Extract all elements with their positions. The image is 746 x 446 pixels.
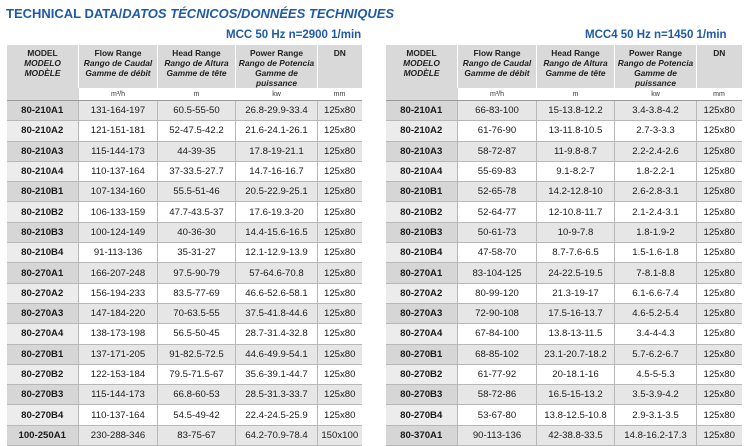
table-row xyxy=(7,182,362,202)
cell-head-range: 70-63.5-55 xyxy=(158,303,236,323)
cell-model: 100-250A1 xyxy=(7,425,79,445)
cell-model: 80-210A3 xyxy=(7,141,79,161)
cell-power-range: 14.8-16.2-17.3 xyxy=(615,425,697,445)
cell-head-range: 40-36-30 xyxy=(158,222,236,242)
header-power-range: Power Range Rango de Potencia Gamme de puissance xyxy=(615,45,697,88)
cell-power-range: 37.5-41.8-44.6 xyxy=(236,303,318,323)
table-row xyxy=(7,202,362,222)
cell-head-range: 91-82.5-72.5 xyxy=(158,344,236,364)
cell-flow-range: 53-67-80 xyxy=(458,405,537,425)
cell-power-range: 7-8.1-8.8 xyxy=(615,263,697,283)
cell-flow-range: 61-76-90 xyxy=(458,121,537,141)
cell-flow-range: 58-72-87 xyxy=(458,141,537,161)
table-row xyxy=(386,243,742,263)
cell-flow-range: 52-65-78 xyxy=(458,182,537,202)
cell-head-range: 14.2-12.8-10 xyxy=(537,182,615,202)
unit-model xyxy=(7,88,79,101)
cell-power-range: 6.1-6.6-7.4 xyxy=(615,283,697,303)
cell-flow-range: 58-72-86 xyxy=(458,385,537,405)
cell-head-range: 13.8-13-11.5 xyxy=(537,324,615,344)
cell-dn: 125x80 xyxy=(318,385,362,405)
page-title xyxy=(6,6,394,21)
unit-flow: m³/h xyxy=(79,88,158,101)
cell-model: 80-210B1 xyxy=(7,182,79,202)
cell-head-range: 52-47.5-42.2 xyxy=(158,121,236,141)
cell-head-range: 83.5-77-69 xyxy=(158,283,236,303)
cell-head-range: 13-11.8-10.5 xyxy=(537,121,615,141)
right-data-table xyxy=(385,45,742,446)
cell-power-range: 28.7-31.4-32.8 xyxy=(236,324,318,344)
cell-model: 80-270B1 xyxy=(386,344,458,364)
right-table-subtitle: MCC4 50 Hz n=1450 1/min xyxy=(585,29,727,41)
cell-power-range: 2.2-2.4-2.6 xyxy=(615,141,697,161)
cell-head-range: 16.5-15-13.2 xyxy=(537,385,615,405)
cell-flow-range: 106-133-159 xyxy=(79,202,158,222)
cell-power-range: 26.8-29.9-33.4 xyxy=(236,101,318,121)
cell-model: 80-270B2 xyxy=(386,364,458,384)
cell-power-range: 1.8-2.2-1 xyxy=(615,161,697,181)
cell-flow-range: 138-173-198 xyxy=(79,324,158,344)
table-row xyxy=(386,364,742,384)
cell-flow-range: 121-151-181 xyxy=(79,121,158,141)
cell-flow-range: 47-58-70 xyxy=(458,243,537,263)
table-row xyxy=(7,364,362,384)
table-row xyxy=(7,141,362,161)
cell-flow-range: 66-83-100 xyxy=(458,101,537,121)
table-row xyxy=(7,344,362,364)
cell-head-range: 13.8-12.5-10.8 xyxy=(537,405,615,425)
cell-power-range: 35.6-39.1-44.7 xyxy=(236,364,318,384)
table-row xyxy=(7,425,362,445)
cell-model: 80-210B1 xyxy=(386,182,458,202)
cell-dn: 125x80 xyxy=(697,161,742,181)
left-table-subtitle: MCC 50 Hz n=2900 1/min xyxy=(226,29,362,41)
cell-dn: 125x80 xyxy=(318,101,362,121)
unit-power: kw xyxy=(236,88,318,101)
cell-dn: 125x80 xyxy=(697,385,742,405)
cell-model: 80-210A4 xyxy=(386,161,458,181)
header-flow-range: Flow Range Rango de Caudal Gamme de débit xyxy=(79,45,158,88)
cell-model: 80-270A4 xyxy=(386,324,458,344)
cell-power-range: 5.7-6.2-6.7 xyxy=(615,344,697,364)
cell-power-range: 3.4-3.8-4.2 xyxy=(615,101,697,121)
cell-model: 80-270A3 xyxy=(386,303,458,323)
cell-head-range: 21.3-19-17 xyxy=(537,283,615,303)
unit-dn: mm xyxy=(697,88,742,101)
table-row xyxy=(7,405,362,425)
cell-power-range: 3.4-4-4.3 xyxy=(615,324,697,344)
cell-flow-range: 83-104-125 xyxy=(458,263,537,283)
cell-power-range: 21.6-24.1-26.1 xyxy=(236,121,318,141)
cell-flow-range: 230-288-346 xyxy=(79,425,158,445)
units-row xyxy=(7,88,362,101)
cell-flow-range: 61-77-92 xyxy=(458,364,537,384)
cell-head-range: 17.5-16-13.7 xyxy=(537,303,615,323)
table-row xyxy=(7,324,362,344)
cell-flow-range: 166-207-248 xyxy=(79,263,158,283)
table-row xyxy=(7,222,362,242)
cell-model: 80-370A1 xyxy=(386,425,458,445)
cell-head-range: 83-75-67 xyxy=(158,425,236,445)
cell-power-range: 46.6-52.6-58.1 xyxy=(236,283,318,303)
table-header-row xyxy=(7,45,362,88)
header-flow-range: Flow Range Rango de Caudal Gamme de débit xyxy=(458,45,537,88)
cell-model: 80-270A3 xyxy=(7,303,79,323)
table-row xyxy=(7,161,362,181)
cell-dn: 125x80 xyxy=(318,344,362,364)
cell-flow-range: 55-69-83 xyxy=(458,161,537,181)
title-translations: DATOS TÉCNICOS/DONNÉES TECHNIQUES xyxy=(122,6,395,21)
cell-model: 80-210B3 xyxy=(7,222,79,242)
cell-dn: 125x80 xyxy=(318,161,362,181)
cell-dn: 125x80 xyxy=(697,405,742,425)
cell-flow-range: 131-164-197 xyxy=(79,101,158,121)
cell-power-range: 12.1-12.9-13.9 xyxy=(236,243,318,263)
table-row xyxy=(386,182,742,202)
table-row xyxy=(7,121,362,141)
cell-model: 80-270A1 xyxy=(7,263,79,283)
cell-power-range: 20.5-22.9-25.1 xyxy=(236,182,318,202)
cell-dn: 125x80 xyxy=(697,324,742,344)
cell-flow-range: 110-137-164 xyxy=(79,405,158,425)
cell-dn: 125x80 xyxy=(318,405,362,425)
cell-model: 80-210B2 xyxy=(386,202,458,222)
table-row xyxy=(386,303,742,323)
cell-model: 80-270A2 xyxy=(386,283,458,303)
cell-flow-range: 80-99-120 xyxy=(458,283,537,303)
cell-head-range: 11-9.8-8.7 xyxy=(537,141,615,161)
cell-head-range: 54.5-49-42 xyxy=(158,405,236,425)
cell-head-range: 44-39-35 xyxy=(158,141,236,161)
table-row xyxy=(386,141,742,161)
cell-model: 80-270A2 xyxy=(7,283,79,303)
header-head-range: Head Range Rango de Altura Gamme de tête xyxy=(158,45,236,88)
cell-dn: 125x80 xyxy=(697,425,742,445)
cell-flow-range: 107-134-160 xyxy=(79,182,158,202)
header-dn: DN xyxy=(318,45,362,88)
cell-model: 80-210A4 xyxy=(7,161,79,181)
cell-head-range: 97.5-90-79 xyxy=(158,263,236,283)
unit-dn: mm xyxy=(318,88,362,101)
cell-dn: 125x80 xyxy=(318,243,362,263)
cell-flow-range: 52-64-77 xyxy=(458,202,537,222)
cell-flow-range: 72-90-108 xyxy=(458,303,537,323)
cell-dn: 125x80 xyxy=(697,141,742,161)
cell-head-range: 47.7-43.5-37 xyxy=(158,202,236,222)
cell-dn: 125x80 xyxy=(697,344,742,364)
cell-power-range: 2.7-3-3.3 xyxy=(615,121,697,141)
table-row xyxy=(386,121,742,141)
cell-flow-range: 115-144-173 xyxy=(79,385,158,405)
cell-head-range: 79.5-71.5-67 xyxy=(158,364,236,384)
cell-model: 80-210A2 xyxy=(386,121,458,141)
table-row xyxy=(386,263,742,283)
cell-dn: 125x80 xyxy=(318,202,362,222)
header-head-range: Head Range Rango de Altura Gamme de tête xyxy=(537,45,615,88)
cell-power-range: 22.4-24.5-25.9 xyxy=(236,405,318,425)
cell-model: 80-210A1 xyxy=(7,101,79,121)
cell-head-range: 15-13.8-12.2 xyxy=(537,101,615,121)
cell-power-range: 4.6-5.2-5.4 xyxy=(615,303,697,323)
cell-dn: 125x80 xyxy=(318,222,362,242)
cell-power-range: 14.7-16-16.7 xyxy=(236,161,318,181)
cell-model: 80-210B4 xyxy=(7,243,79,263)
cell-model: 80-210B2 xyxy=(7,202,79,222)
cell-power-range: 17.6-19.3-20 xyxy=(236,202,318,222)
cell-flow-range: 122-153-184 xyxy=(79,364,158,384)
cell-head-range: 20-18.1-16 xyxy=(537,364,615,384)
header-model: MODEL MODELO MODÈLE xyxy=(386,45,458,88)
cell-dn: 125x80 xyxy=(697,303,742,323)
cell-power-range: 28.5-31.3-33.7 xyxy=(236,385,318,405)
cell-dn: 125x80 xyxy=(697,364,742,384)
cell-power-range: 1.5-1.6-1.8 xyxy=(615,243,697,263)
cell-model: 80-270B1 xyxy=(7,344,79,364)
cell-model: 80-210B4 xyxy=(386,243,458,263)
unit-flow: m³/h xyxy=(458,88,537,101)
cell-head-range: 60.5-55-50 xyxy=(158,101,236,121)
cell-head-range: 37-33.5-27.7 xyxy=(158,161,236,181)
left-data-table xyxy=(6,45,362,446)
cell-flow-range: 90-113-136 xyxy=(458,425,537,445)
cell-head-range: 56.5-50-45 xyxy=(158,324,236,344)
cell-model: 80-270B3 xyxy=(7,385,79,405)
table-row xyxy=(386,385,742,405)
cell-model: 80-210A3 xyxy=(386,141,458,161)
cell-flow-range: 50-61-73 xyxy=(458,222,537,242)
table-row xyxy=(386,425,742,445)
cell-model: 80-270B4 xyxy=(386,405,458,425)
cell-power-range: 57-64.6-70.8 xyxy=(236,263,318,283)
title-english: TECHNICAL DATA/ xyxy=(6,6,123,21)
table-row xyxy=(386,324,742,344)
cell-dn: 150x100 xyxy=(318,425,362,445)
table-header-row xyxy=(386,45,742,88)
cell-flow-range: 91-113-136 xyxy=(79,243,158,263)
cell-dn: 125x80 xyxy=(697,222,742,242)
cell-head-range: 66.8-60-53 xyxy=(158,385,236,405)
cell-model: 80-210B3 xyxy=(386,222,458,242)
cell-model: 80-210A1 xyxy=(386,101,458,121)
cell-model: 80-270B2 xyxy=(7,364,79,384)
unit-power: kw xyxy=(615,88,697,101)
cell-power-range: 2.9-3.1-3.5 xyxy=(615,405,697,425)
cell-dn: 125x80 xyxy=(318,364,362,384)
cell-head-range: 23.1-20.7-18.2 xyxy=(537,344,615,364)
table-row xyxy=(386,344,742,364)
cell-power-range: 17.8-19-21.1 xyxy=(236,141,318,161)
cell-dn: 125x80 xyxy=(318,182,362,202)
table-row xyxy=(7,101,362,121)
cell-power-range: 4.5-5-5.3 xyxy=(615,364,697,384)
cell-flow-range: 68-85-102 xyxy=(458,344,537,364)
cell-dn: 125x80 xyxy=(697,121,742,141)
table-row xyxy=(386,202,742,222)
cell-flow-range: 115-144-173 xyxy=(79,141,158,161)
cell-dn: 125x80 xyxy=(697,243,742,263)
header-model: MODEL MODELO MODÈLE xyxy=(7,45,79,88)
cell-power-range: 14.4-15.6-16.5 xyxy=(236,222,318,242)
cell-dn: 125x80 xyxy=(697,202,742,222)
cell-head-range: 35-31-27 xyxy=(158,243,236,263)
table-row xyxy=(7,385,362,405)
cell-power-range: 1.8-1.9-2 xyxy=(615,222,697,242)
units-row xyxy=(386,88,742,101)
cell-flow-range: 156-194-233 xyxy=(79,283,158,303)
cell-power-range: 2.1-2.4-3.1 xyxy=(615,202,697,222)
cell-model: 80-210A2 xyxy=(7,121,79,141)
unit-head: m xyxy=(537,88,615,101)
table-row xyxy=(7,303,362,323)
unit-model xyxy=(386,88,458,101)
table-row xyxy=(386,283,742,303)
cell-head-range: 24-22.5-19.5 xyxy=(537,263,615,283)
table-row xyxy=(7,283,362,303)
table-row xyxy=(386,101,742,121)
cell-flow-range: 67-84-100 xyxy=(458,324,537,344)
cell-power-range: 2.6-2.8-3.1 xyxy=(615,182,697,202)
header-dn: DN xyxy=(697,45,742,88)
cell-flow-range: 110-137-164 xyxy=(79,161,158,181)
cell-flow-range: 147-184-220 xyxy=(79,303,158,323)
cell-dn: 125x80 xyxy=(697,182,742,202)
cell-dn: 125x80 xyxy=(318,141,362,161)
cell-model: 80-270A4 xyxy=(7,324,79,344)
cell-dn: 125x80 xyxy=(318,121,362,141)
cell-head-range: 12-10.8-11.7 xyxy=(537,202,615,222)
cell-model: 80-270B3 xyxy=(386,385,458,405)
cell-model: 80-270B4 xyxy=(7,405,79,425)
cell-head-range: 10-9-7.8 xyxy=(537,222,615,242)
cell-head-range: 42-38.8-33.5 xyxy=(537,425,615,445)
header-power-range: Power Range Rango de Potencia Gamme de puissance xyxy=(236,45,318,88)
unit-head: m xyxy=(158,88,236,101)
cell-dn: 125x80 xyxy=(318,303,362,323)
cell-dn: 125x80 xyxy=(318,283,362,303)
cell-power-range: 64.2-70.9-78.4 xyxy=(236,425,318,445)
cell-power-range: 44.6-49.9-54.1 xyxy=(236,344,318,364)
cell-dn: 125x80 xyxy=(697,101,742,121)
cell-dn: 125x80 xyxy=(318,263,362,283)
table-row xyxy=(7,243,362,263)
cell-dn: 125x80 xyxy=(697,263,742,283)
table-row xyxy=(386,161,742,181)
cell-head-range: 9.1-8.2-7 xyxy=(537,161,615,181)
table-row xyxy=(7,263,362,283)
cell-dn: 125x80 xyxy=(318,324,362,344)
table-row xyxy=(386,405,742,425)
cell-power-range: 3.5-3.9-4.2 xyxy=(615,385,697,405)
cell-head-range: 8.7-7.6-6.5 xyxy=(537,243,615,263)
cell-head-range: 55.5-51-46 xyxy=(158,182,236,202)
table-row xyxy=(386,222,742,242)
cell-flow-range: 137-171-205 xyxy=(79,344,158,364)
cell-flow-range: 100-124-149 xyxy=(79,222,158,242)
cell-dn: 125x80 xyxy=(697,283,742,303)
cell-model: 80-270A1 xyxy=(386,263,458,283)
